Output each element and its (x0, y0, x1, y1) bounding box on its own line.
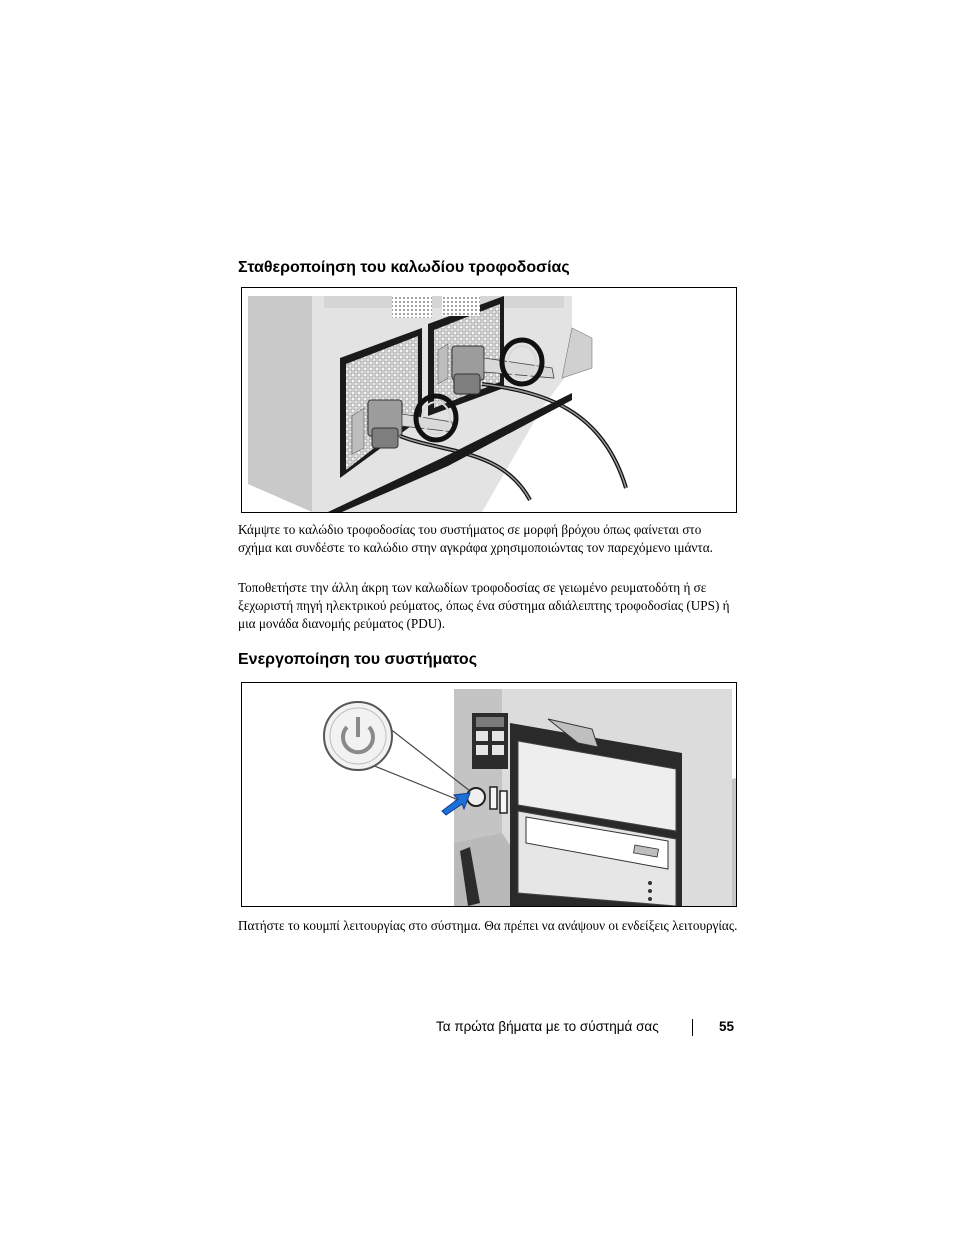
footer-separator (692, 1019, 693, 1036)
section-heading-power-cable: Σταθεροποίηση του καλωδίου τροφοδοσίας (238, 259, 570, 276)
section-heading-power-on: Ενεργοποίηση του συστήματος (238, 651, 478, 668)
paragraph-cable-loop: Κάμψτε το καλώδιο τροφοδοσίας του συστήματος σε μορφή βρόχου όπως φαίνεται στο σχήμα και συνδέστε το καλώδιο στην αγκράφα χρησιμοποιώντας τον παρεχόμενο ιμάντα. (238, 522, 713, 555)
paragraph-press-power: Πατήστε το κουμπί λειτουργίας στο σύστημα. Θα πρέπει να ανάψουν οι ενδείξεις λειτουργίας. (238, 918, 738, 933)
page-number: 55 (719, 1019, 735, 1034)
paragraph-power-outlet: Τοποθετήστε την άλλη άκρη των καλωδίων τροφοδοσίας σε γειωμένο ρευματοδότη ή σε ξεχωριστή πηγή ηλεκτρικού ρεύματος, όπως ένα σύστημα αδιάλειπτης τροφοδοσίας (UPS) ή μια μονάδα διανομής ρεύματος (PDU). (238, 580, 730, 631)
power-cable-illustration (241, 287, 737, 513)
power-on-illustration (241, 682, 737, 907)
footer-chapter-title: Τα πρώτα βήματα με το σύστημά σας (436, 1019, 659, 1034)
